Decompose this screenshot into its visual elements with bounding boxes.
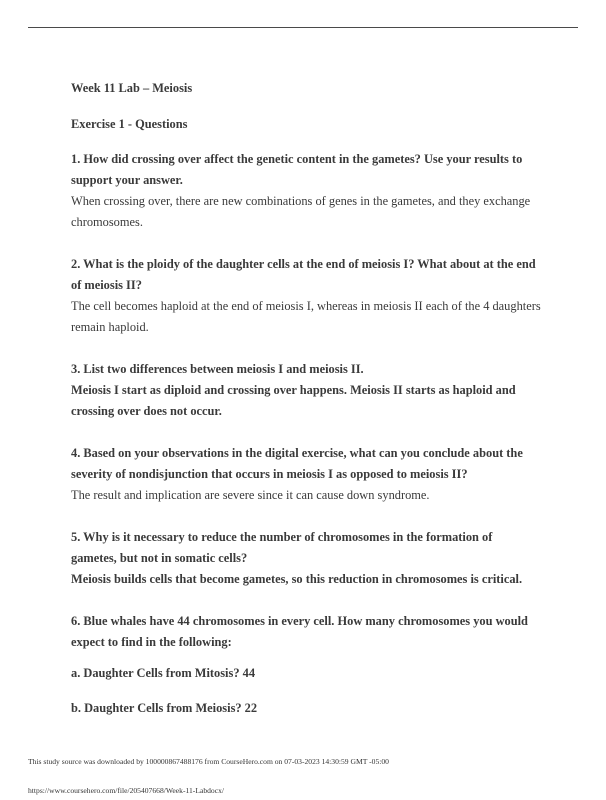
page-top-rule (28, 27, 578, 28)
question-block-1 (71, 149, 541, 233)
question-block-6 (71, 611, 541, 653)
question-text: 1. How did crossing over affect the genetic content in the gametes? Use your results to support your answer. (71, 152, 523, 187)
answer-text: Meiosis builds cells that become gametes, so this reduction in chromosomes is critical. (71, 572, 523, 586)
question-text: 5. Why is it necessary to reduce the number of chromosomes in the formation of gametes, but not in somatic cells? (71, 530, 493, 565)
question-block-2 (71, 254, 541, 338)
download-notice: This study source was downloaded by 100000867488176 from CourseHero.com on 07-03-2023 14:30:59 GMT -05:00 (28, 757, 389, 766)
sub-answers (71, 663, 541, 719)
question-text: 4. Based on your observations in the digital exercise, what can you conclude about the severity of nondisjunction that occurs in meiosis I as opposed to meiosis II? (71, 446, 523, 481)
document-title: Week 11 Lab – Meiosis (71, 81, 193, 95)
answer-text: Meiosis I start as diploid and crossing over happens. Meiosis II starts as haploid and crossing over does not occur. (71, 383, 516, 418)
sub-answer-a: a. Daughter Cells from Mitosis? 44 (71, 666, 256, 680)
source-url: https://www.coursehero.com/file/205407668/Week-11-Labdocx/ (28, 786, 225, 795)
exercise-heading: Exercise 1 - Questions (71, 117, 188, 131)
question-text: 2. What is the ploidy of the daughter cells at the end of meiosis I? What about at the end of meiosis II? (71, 257, 536, 292)
document-body (71, 78, 541, 733)
question-text: 3. List two differences between meiosis I and meiosis II. (71, 362, 364, 376)
question-text: 6. Blue whales have 44 chromosomes in every cell. How many chromosomes you would expect to find in the following: (71, 614, 528, 649)
answer-text: The cell becomes haploid at the end of meiosis I, whereas in meiosis II each of the 4 daughters remain haploid. (71, 299, 541, 334)
question-block-3 (71, 359, 541, 422)
sub-answer-b: b. Daughter Cells from Meiosis? 22 (71, 701, 258, 715)
answer-text: The result and implication are severe since it can cause down syndrome. (71, 488, 430, 502)
answer-text: When crossing over, there are new combinations of genes in the gametes, and they exchange chromosomes. (71, 194, 531, 229)
question-block-5 (71, 527, 541, 590)
question-block-4 (71, 443, 541, 506)
